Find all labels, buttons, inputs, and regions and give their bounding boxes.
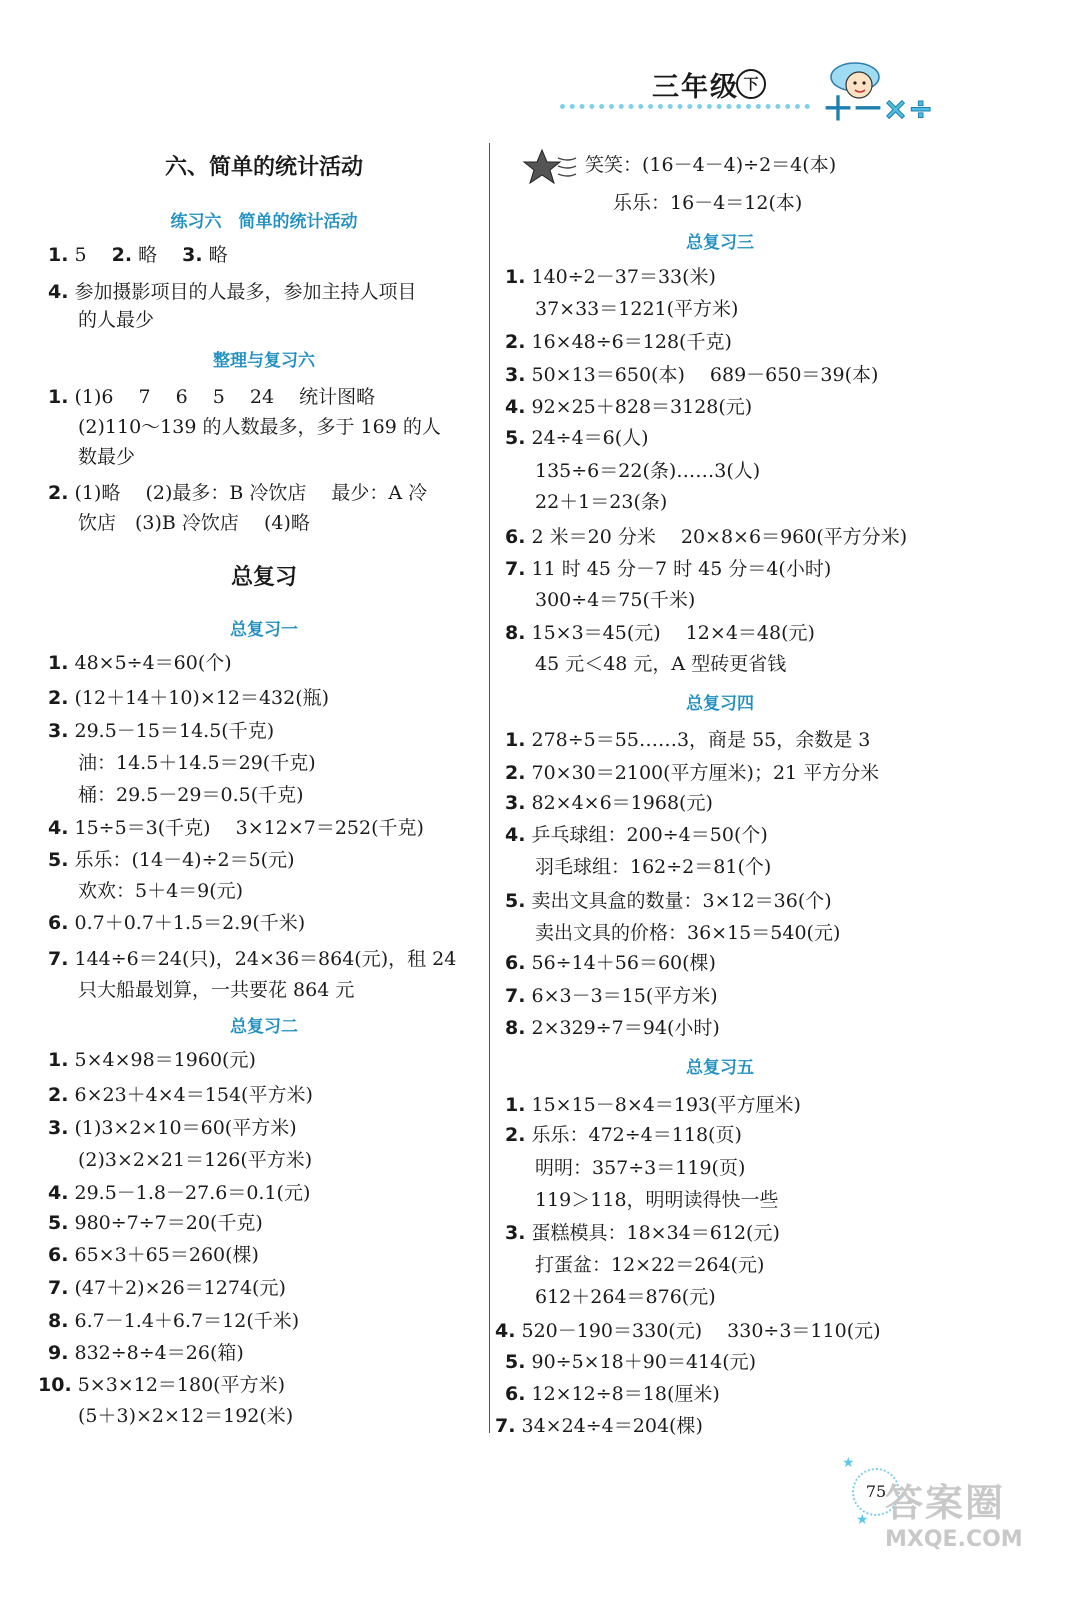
answer-line: 4. 15÷5＝3(千克) 3×12×7＝252(千克)	[48, 817, 424, 839]
answer-line: 4. 29.5－1.8－27.6＝0.1(元)	[48, 1182, 311, 1204]
answer-line: 119＞118，明明读得快一些	[535, 1189, 779, 1211]
answer-line: 1. (1)6 7 6 5 24 统计图略	[48, 386, 376, 408]
answer-line: 只大船最划算，一共要花 864 元	[78, 979, 355, 1001]
answer-line: 8. 15×3＝45(元) 12×4＝48(元)	[505, 622, 815, 644]
answer-line: 桶：29.5－29＝0.5(千克)	[78, 784, 304, 806]
answer-line: 7. 6×3－3＝15(平方米)	[505, 985, 718, 1007]
answer-line: 3. 29.5－15＝14.5(千克)	[48, 720, 275, 742]
answer-line: 饮店 (3)B 冷饮店 (4)略	[78, 512, 310, 534]
general-review-title: 总复习	[230, 565, 297, 590]
answer-line: 3. 50×13＝650(本) 689－650＝39(本)	[505, 364, 879, 386]
answer-line: 羽毛球组：162÷2＝81(个)	[535, 856, 772, 878]
answer-line: 5. 90÷5×18＋90＝414(元)	[505, 1351, 757, 1373]
answer-line: 1. 48×5÷4＝60(个)	[48, 652, 232, 674]
answer-line: 5. 卖出文具盒的数量：3×12＝36(个)	[505, 890, 832, 912]
answer-line: 6. 56÷14＋56＝60(棵)	[505, 952, 716, 974]
answer-line: 3. 蛋糕模具：18×34＝612(元)	[505, 1222, 780, 1244]
answer-line: 4. 参加摄影项目的人最多，参加主持人项目	[48, 281, 417, 303]
answer-line: 6. 12×12÷8＝18(厘米)	[505, 1383, 720, 1405]
dotted-rule	[560, 104, 810, 109]
answer-line: 1. 5×4×98＝1960(元)	[48, 1049, 256, 1071]
chapter-title: 六、简单的统计活动	[164, 155, 363, 180]
answer-line: 4. 乒乓球组：200÷4＝50(个)	[505, 824, 768, 846]
answer-line: 6. 2 米＝20 分米 20×8×6＝960(平方分米)	[505, 526, 908, 548]
answer-line: 7. 11 时 45 分－7 时 45 分＝4(小时)	[505, 558, 832, 580]
watermark: 答案圈 MXQE.COM	[885, 1481, 1023, 1552]
answer-line: 欢欢：5＋4＝9(元)	[78, 880, 244, 902]
answer-line: 9. 832÷8÷4＝26(箱)	[48, 1342, 244, 1364]
volume-badge: 下	[736, 69, 766, 99]
answer-line: 612＋264＝876(元)	[535, 1286, 716, 1308]
answer-line: 300÷4＝75(千米)	[535, 589, 696, 611]
svg-text:＋－×÷: ＋－×÷	[823, 92, 934, 125]
answer-line: 4. 92×25＋828＝3128(元)	[505, 396, 753, 418]
page-number: 75	[852, 1468, 900, 1516]
section-title: 总复习四	[686, 694, 754, 714]
answer-line: (2)110～139 的人数最多，多于 169 的人	[78, 416, 441, 438]
answer-line: 的人最少	[78, 309, 155, 331]
page-header	[560, 55, 1040, 135]
star-icon: ★	[842, 1455, 855, 1471]
answer-line: (5＋3)×2×12＝192(米)	[78, 1405, 294, 1427]
answer-line: 45 元＜48 元，A 型砖更省钱	[535, 653, 787, 675]
section-title: 总复习一	[230, 620, 298, 640]
column-divider	[489, 143, 490, 1433]
answer-line: 22＋1＝23(条)	[535, 491, 668, 513]
answer-line: 1. 5 2. 略 3. 略	[48, 244, 228, 266]
answer-line: 7. 34×24÷4＝204(棵)	[495, 1415, 703, 1437]
answer-line: 卖出文具的价格：36×15＝540(元)	[535, 922, 841, 944]
answer-line: 油：14.5＋14.5＝29(千克)	[78, 752, 316, 774]
answer-line: 5. 乐乐：(14－4)÷2＝5(元)	[48, 849, 295, 871]
answer-line: 7. (47＋2)×26＝1274(元)	[48, 1277, 286, 1299]
practice-title: 练习六 简单的统计活动	[170, 212, 358, 232]
answer-line: 2. 乐乐：472÷4＝118(页)	[505, 1124, 742, 1146]
answer-line: 7. 144÷6＝24(只)，24×36＝864(元)，租 24	[48, 948, 457, 970]
grade-label: 三年级	[652, 72, 739, 103]
answer-line: 1. 278÷5＝55……3，商是 55，余数是 3	[505, 729, 871, 751]
answer-line: 3. (1)3×2×10＝60(平方米)	[48, 1117, 297, 1139]
answer-line: 6. 65×3＋65＝260(棵)	[48, 1244, 259, 1266]
answer-line: (2)3×2×21＝126(平方米)	[78, 1149, 313, 1171]
answer-line: 2. 16×48÷6＝128(千克)	[505, 331, 732, 353]
star-icon: ★	[856, 1512, 869, 1528]
answer-line: 8. 6.7－1.4＋6.7＝12(千米)	[48, 1310, 300, 1332]
answer-line: 135÷6＝22(条)……3(人)	[535, 460, 761, 482]
section-title: 总复习二	[230, 1017, 298, 1037]
answer-line: 数最少	[78, 446, 136, 468]
star-challenge-icon	[522, 148, 580, 188]
answer-line: 1. 15×15－8×4＝193(平方厘米)	[505, 1094, 801, 1116]
section-title: 总复习五	[686, 1058, 754, 1078]
answer-line: 乐乐：16－4＝12(本)	[613, 192, 803, 214]
answer-line: 2. (1)略 (2)最多：B 冷饮店 最少：A 冷	[48, 482, 428, 504]
section-title: 总复习三	[686, 233, 754, 253]
answer-line: 2. (12＋14＋10)×12＝432(瓶)	[48, 687, 330, 709]
answer-line: 2. 6×23＋4×4＝154(平方米)	[48, 1084, 313, 1106]
answer-line: 37×33＝1221(平方米)	[535, 298, 739, 320]
answer-line: 6. 0.7＋0.7＋1.5＝2.9(千米)	[48, 912, 306, 934]
answer-line: 笑笑：(16－4－4)÷2＝4(本)	[585, 154, 837, 176]
answer-line: 5. 980÷7÷7＝20(千克)	[48, 1212, 263, 1234]
section-title: 整理与复习六	[213, 351, 315, 371]
answer-line: 2. 70×30＝2100(平方厘米)；21 平方分米	[505, 762, 880, 784]
answer-line: 8. 2×329÷7＝94(小时)	[505, 1017, 720, 1039]
answer-line: 1. 140÷2－37＝33(米)	[505, 266, 716, 288]
answer-line: 10. 5×3×12＝180(平方米)	[38, 1374, 285, 1396]
answer-line: 5. 24÷4＝6(人)	[505, 427, 649, 449]
answer-line: 明明：357÷3＝119(页)	[535, 1157, 746, 1179]
mascot-icon	[815, 55, 945, 125]
answer-line: 3. 82×4×6＝1968(元)	[505, 792, 713, 814]
answer-line: 打蛋盆：12×22＝264(元)	[535, 1254, 765, 1276]
answer-line: 4. 520－190＝330(元) 330÷3＝110(元)	[495, 1320, 881, 1342]
